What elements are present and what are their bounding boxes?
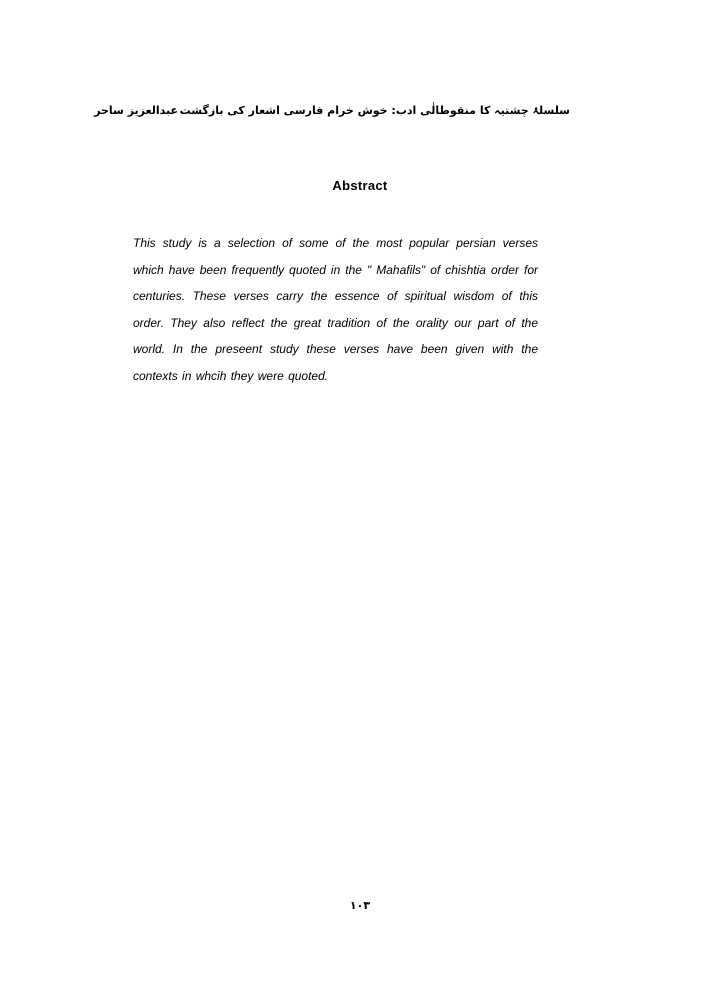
abstract-body: This study is a selection of some of the most popular persian verses which have been frequently quoted in the " Mahafils" of chishtia order for centuries. These verses carry the essence of spiritual wisdom of this order. They also reflect the great tradition of the orality our part of the world. In the preseent study these verses have been given with the contexts in whcih they were quoted. bbox=[133, 236, 538, 383]
page-number: ۱۰۳ bbox=[349, 899, 371, 912]
running-header-title: سلسلۂ چشتیہ کا منقوطالٰی ادب: خوش خرام فارسی اشعار کی بازگشت bbox=[179, 104, 570, 117]
running-header-author: عبدالعزیز ساحر bbox=[94, 104, 178, 117]
abstract-heading: Abstract bbox=[332, 178, 388, 193]
